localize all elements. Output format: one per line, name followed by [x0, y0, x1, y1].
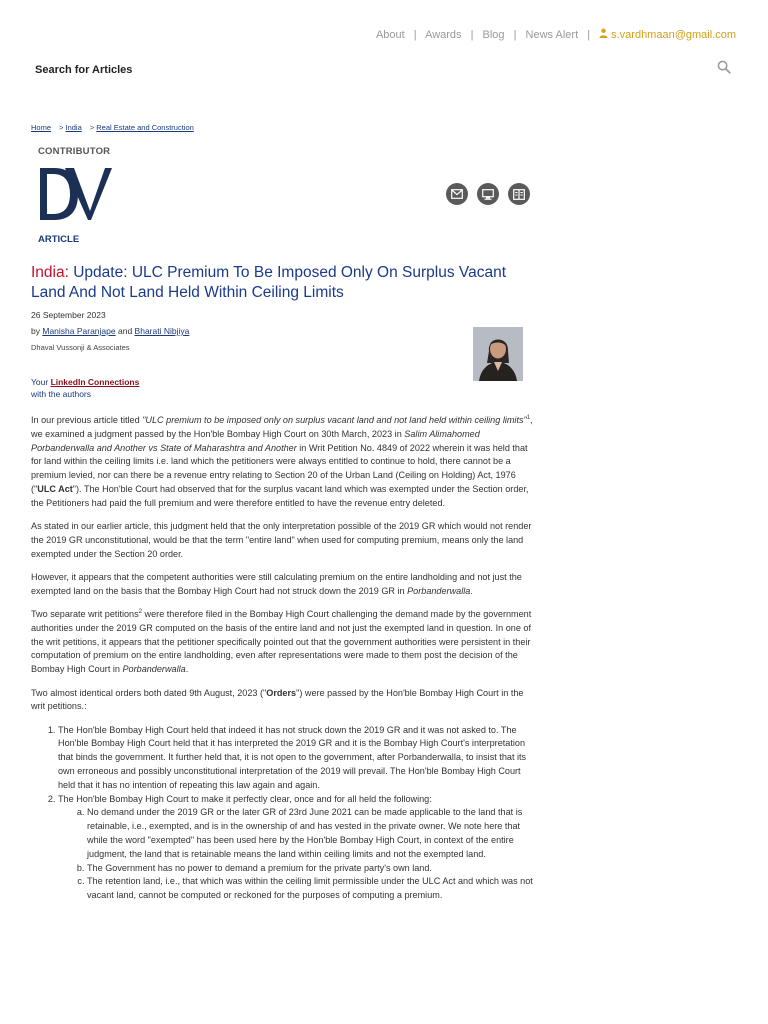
article-title-text: Update: ULC Premium To Be Imposed Only On Surplus Vacant Land And Not Land Held Within Ceiling Limits — [31, 264, 507, 301]
share-toolbar — [446, 183, 530, 205]
linkedin-connections — [31, 376, 139, 400]
footnote-ref[interactable]: 1 — [526, 414, 531, 421]
search-bar[interactable] — [35, 60, 735, 76]
text-run: Two almost identical orders both dated 9th August, 2023 (" — [31, 687, 267, 698]
italic-text: Salim Alimahomed Porbanderwalla and Another vs State of Maharashtra and Another — [31, 428, 480, 453]
bookmark-icon[interactable] — [508, 183, 530, 205]
text-run: In our previous article titled — [31, 415, 143, 425]
italic-text: Porbanderwalla — [407, 585, 471, 596]
nav-about-link[interactable]: About — [375, 29, 405, 41]
article-label: ARTICLE — [38, 234, 80, 245]
list-item-text: The Hon'ble Bombay High Court to make it perfectly clear, once and for all held the following: — [58, 793, 432, 804]
text-run: "). The Hon'ble Court had observed that for the surplus vacant land which was exempted under the Section order, the Petitioners had paid the full premium and were therefore entitled to have the revenue entry deleted. — [31, 483, 529, 508]
text-run: in Writ Petition No. 4849 of 2022 wherein it was held that for land within the ceiling limits i.e. land which the petitioners were always entitled to continue to hold, there cannot be a premium levied, nor can there be a revenue entry relating to Section 20 of the Urban Land (Ceiling on Holding) Act, 1976 (" — [31, 442, 528, 494]
text-run: ") were passed by the Hon'ble Bombay High Court in the writ petitions.: — [31, 687, 524, 712]
footnote-ref[interactable]: 2 — [138, 609, 143, 616]
body-paragraph: As stated in our earlier article, this judgment held that the only interpretation possible of the 2019 GR which would not render the 2019 GR unconstitutional, would be that the term "entire land" when used for computing premium, means only the land exempted under the Section 20 order. — [31, 521, 532, 559]
article-country[interactable]: India: — [31, 264, 69, 281]
linkedin-suffix: with the authors — [31, 389, 92, 399]
author-photo[interactable] — [473, 327, 523, 381]
breadcrumb-india[interactable]: India — [65, 123, 82, 132]
author-link-1[interactable]: Manisha Paranjape — [42, 326, 116, 336]
text-run: Two separate writ petitions — [31, 609, 139, 620]
article-date: 26 September 2023 — [31, 310, 106, 320]
nav-blog-link[interactable]: Blog — [482, 29, 505, 41]
text-run: were therefore filed in the Bombay High Court challenging the demand made by the government authorities under the 2019 GR computed on the basis of the entire land and not just the exempted land in question. In one of the writ petitions, it appears that the petitioner specifically pointed out that the government authorities were persistent in their computation of premium on the entire landholding, even after representations were made to them post the decision of the Bombay High Court in — [31, 609, 532, 675]
byline-prefix: by — [31, 326, 40, 336]
breadcrumb-separator: > — [89, 123, 95, 132]
search-label: Search for Articles — [35, 64, 133, 76]
article-byline — [31, 326, 189, 336]
breadcrumb — [31, 123, 194, 132]
body-paragraph — [31, 608, 537, 677]
linkedin-link[interactable]: LinkedIn Connections — [50, 377, 140, 387]
breadcrumb-separator: > — [59, 123, 64, 132]
nav-news-alert-link[interactable]: News Alert — [525, 29, 579, 41]
text-run: However, it appears that the competent authorities were still calculating premium on the entire landholding and not just the exempted land on the basis that the Bombay High Court had not struck down the 2019 GR in — [31, 571, 522, 596]
body-paragraph — [31, 571, 537, 599]
sub-list — [58, 806, 537, 903]
article-title — [31, 263, 521, 302]
breadcrumb-home[interactable]: Home — [31, 123, 52, 132]
bold-text: Orders — [266, 687, 297, 698]
nav-separator: | — [513, 29, 517, 41]
user-icon — [599, 28, 608, 41]
sub-list-item: b. The Government has no power to demand a premium for the private party's own land. — [87, 862, 537, 876]
bold-text: ULC Act — [37, 483, 73, 494]
holdings-list — [31, 724, 537, 903]
print-icon[interactable] — [477, 183, 499, 205]
byline-and: and — [117, 326, 133, 336]
nav-separator: | — [587, 29, 591, 41]
sub-list-item: a. No demand under the 2019 GR or the later GR of 23rd June 2021 can be made applicable to the land that is retainable, i.e., exempted, and is in the ownership of and has vested in the private owner. We note here that while the word "exempted" has been used here by the Hon'ble Bombay High Court, in context of the entire judgment, the land that is retainable means the land within ceiling limits and not the exempted land. — [87, 806, 537, 861]
list-item: 1. The Hon'ble Bombay High Court held that indeed it has not struck down the 2019 GR and it was not asked to. The Hon'ble Bombay High Court held that it has interpreted the 2019 GR and it is the Bombay High Court's interpretation that binds the government. It further held that, it is not open to the government, after Porbanderwalla, to insist that its own erroneous and possibly unconstitutional interpretation of the 2019 will prevail. The Hon'ble Bombay High Court held that it has no intention of repeating this law again and again. — [58, 724, 537, 793]
text-run: . — [470, 585, 473, 596]
breadcrumb-real-estate[interactable]: Real Estate and Construction — [96, 123, 194, 132]
top-nav — [376, 28, 736, 41]
firm-name[interactable]: Dhaval Vussonji & Associates — [31, 343, 130, 352]
italic-text: "ULC premium to be imposed only on surplus vacant land and not land held within ceiling limits" — [142, 415, 527, 425]
nav-awards-link[interactable]: Awards — [425, 29, 462, 41]
text-run: , we examined a judgment passed by the Hon'ble Bombay High Court on 30th March, 2023 in — [31, 415, 533, 439]
body-paragraph — [31, 687, 537, 715]
nav-separator: | — [413, 29, 417, 41]
linkedin-prefix: Your — [31, 377, 49, 387]
author-link-2[interactable]: Bharati Nibjiya — [134, 326, 190, 336]
list-item — [58, 793, 537, 903]
user-email-link[interactable]: s.vardhmaan@gmail.com — [611, 29, 736, 41]
contributor-label: CONTRIBUTOR — [38, 146, 111, 157]
nav-separator: | — [470, 29, 474, 41]
sub-list-item: c. The retention land, i.e., that which was within the ceiling limit permissible under the ULC Act and which was not vacant land, cannot be computed or reckoned for the purposes of computing a premium. — [87, 875, 537, 903]
article-body — [31, 414, 537, 903]
email-icon[interactable] — [446, 183, 468, 205]
italic-text: Porbanderwalla — [122, 664, 186, 675]
search-icon[interactable] — [717, 60, 731, 74]
contributor-logo[interactable] — [38, 165, 116, 223]
text-run: . — [185, 664, 189, 675]
body-paragraph — [31, 414, 537, 511]
